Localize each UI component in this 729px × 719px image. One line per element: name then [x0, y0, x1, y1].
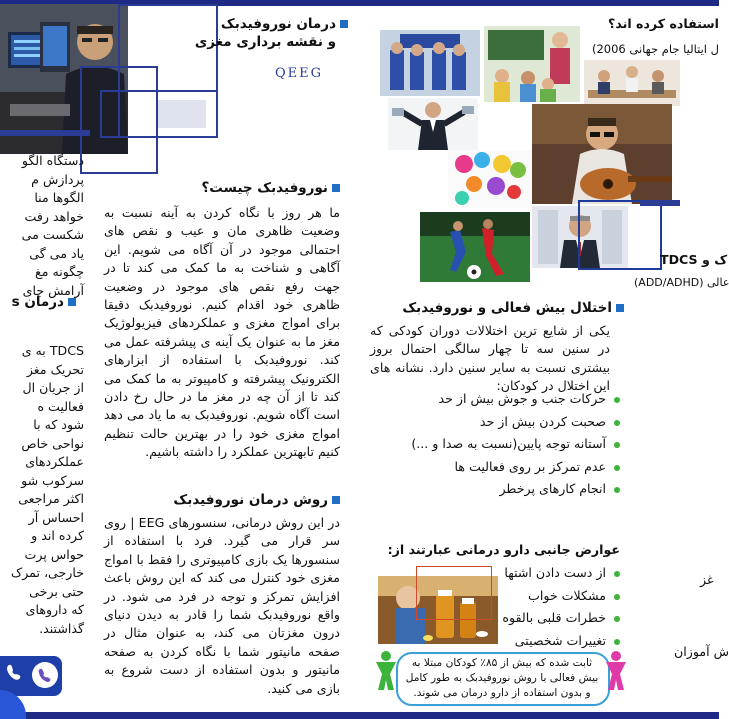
- method-paragraph: در این روش درمانی، سنسورهای EEG | روی سر قرار می گیرد. فرد با استفاده از سنسورها یک بازی کامپیوتری را فقط با امواج مغزی خود کنترل می کند که این روش باعث افزایش تمرکز و توجه در فرد می شود. در واقع نوروفیدبک شما را قادر به دیدن دنیای درون مغزتان می کند، به عنوان مثال در صفحه مانیتور شما با نگاه کردن به صفحه مانیتور و بدون استفاده از دست شروع به بازی می کنید.: [104, 515, 340, 696]
- edge-line: فعالیت ه: [37, 398, 84, 414]
- edge-line: گذاشتند.: [39, 620, 84, 636]
- left-edge-intro: [0, 152, 84, 300]
- edge-line: احساس آر: [28, 509, 84, 525]
- adhd-right-partial: (ADD/ADHD) عالی: [634, 276, 729, 289]
- edge-line: دستگاه الگو: [21, 153, 84, 168]
- heading-line-2: و نقشه برداری مغزی: [194, 34, 336, 50]
- edge-line: خواهد رفت: [24, 208, 84, 224]
- heading-bullet-icon: [332, 496, 340, 504]
- edge-line: که داروهای: [25, 602, 84, 617]
- heading-bullet-icon: [68, 298, 76, 306]
- heading-line-1: درمان نوروفیدبک: [220, 16, 336, 32]
- edge-line: کرده اند و: [31, 528, 84, 543]
- decorative-frame: [416, 566, 492, 620]
- edge-line: شود که با: [33, 417, 84, 432]
- edge-line: نواحی خاص: [21, 435, 84, 451]
- adhd-paragraph: یکی از شایع ترین اختلالات دوران کودکی که در سنین سه تا چهار سالگی احتمال بروز بیشتری نسبت به سایر سنین دارد. نشانه های این اختلال در کودکان:: [370, 323, 610, 394]
- adhd-heading-text: اختلال بیش فعالی و نوروفیدبک: [402, 300, 612, 316]
- decorative-block: [156, 100, 206, 128]
- decorative-bar: [640, 200, 680, 206]
- list-item: خطرات قلبی بالقوه: [470, 607, 620, 630]
- viber-icon[interactable]: [32, 662, 58, 688]
- heading-bullet-icon: [616, 304, 624, 312]
- tdcs-heading-left: [0, 294, 76, 310]
- guitarist-photo: [532, 104, 672, 204]
- phone-icon[interactable]: [4, 662, 26, 684]
- edge-line: حواس پرت: [24, 546, 84, 562]
- whatis-paragraph: ما هر روز با نگاه کردن به آینه نسبت به وضعیت ظاهری مان و عیب و نقص های احتمالی موجود در آن آگاه می شویم. این آگاهی و شناخت به ما کمک می کند تا در جهت رفع نقص های موجود در وضعیت ظاهری خود اقدام کنیم. نوروفیدبک دقیقا برای امواج مغزی و عملکردهای فیزیولوژیک مغز ما به عنوان یک آینه ی پیشرفته عمل می کند. نوروفیدبک با استفاده از ابزارهای الکترونیک پیشرفته و کامپیوتر به ما کمک می کند تا از آن چه در مغز ما در حال رخ دادن است آگاه شویم. نوروفیدبک به ما یاد می دهد امواج مغزی خود را در بهترین حالت تنظیم کنیم تابهترین عملکرد را داشته باشیم.: [104, 205, 340, 460]
- qeeg-subtitle: QEEG: [275, 66, 324, 81]
- whatis-neurofeedback-heading: [201, 180, 340, 196]
- edge-line: الگوها منا: [34, 190, 84, 205]
- edge-line: TDCS به ی: [21, 343, 84, 358]
- meeting-photo: [584, 60, 680, 106]
- football-photo: [420, 212, 530, 282]
- list-item: از دست دادن اشتها: [470, 562, 620, 585]
- right-edge-partial-2: ش آموزان: [674, 644, 729, 659]
- edge-line: از جریان ال: [22, 380, 84, 395]
- edge-line: تحریک مغز: [26, 361, 84, 377]
- kids-balloons-photo: [448, 150, 532, 208]
- italy-worldcup-partial: ل ایتالیا جام جهانی 2006): [591, 42, 719, 56]
- method-heading-text: روش درمان نوروفیدبک: [173, 492, 328, 508]
- symptoms-list: [380, 388, 620, 501]
- edge-line: عملکردهای: [25, 454, 84, 469]
- list-item: تغییرات شخصیتی: [470, 630, 620, 653]
- adhd-heading: [402, 300, 624, 316]
- callout-text: ثابت شده که بیش از ۸۵٪ کودکان مبتلا به بیش فعالی با روش نوروفیدبک به طور کامل و بدون استفاده از دارو درمان می شوند.: [405, 657, 599, 699]
- right-edge-partial-1: غز: [700, 572, 714, 587]
- person-figure-icon: [374, 650, 398, 692]
- classroom-photo: [484, 26, 580, 102]
- person-figure-icon: [604, 650, 628, 692]
- list-item: عدم تمرکز بر روی فعالیت ها: [380, 456, 620, 479]
- edge-line: پردازش م: [31, 171, 84, 187]
- list-item: مشکلات خواب: [470, 585, 620, 608]
- list-item: حرکات جنب و جوش بیش از حد: [380, 388, 620, 411]
- edge-line: سرکوب شو: [21, 472, 84, 488]
- method-heading: [173, 492, 340, 508]
- edge-line: آرامش جای: [22, 282, 84, 298]
- edge-line: چگونه مغ: [35, 264, 84, 279]
- neurofeedback-qeeg-heading: [194, 16, 348, 50]
- heading-bullet-icon: [340, 20, 348, 28]
- whatis-heading-text: نوروفیدبک چیست؟: [201, 180, 328, 196]
- heading-bullet-icon: [332, 184, 340, 192]
- edge-line: شکست می: [21, 227, 84, 242]
- list-item: آستانه توجه پایین(نسبت به صدا و ...): [380, 433, 620, 456]
- decorative-frame: [578, 200, 662, 270]
- edge-line: یاد می گی: [29, 245, 84, 261]
- edge-line: اکثر مراجعی: [18, 491, 84, 506]
- list-item: انجام کارهای پرخطر: [380, 478, 620, 501]
- bottom-band: [0, 712, 719, 719]
- decorative-bar: [0, 130, 90, 136]
- list-item: صحبت کردن بیش از حد: [380, 411, 620, 434]
- businessman-photo: [388, 98, 478, 150]
- famous-users-heading-partial: استفاده کرده اند؟: [608, 16, 719, 31]
- left-edge-tdcs: [0, 342, 84, 638]
- edge-line: حتی برخی: [29, 583, 84, 599]
- edge-line: خارجی، تمرک: [10, 565, 84, 580]
- side-effects-heading: عوارض جانبی دارو درمانی عبارتند از:: [387, 542, 620, 557]
- tdcs-heading-text: درمان s: [11, 294, 64, 310]
- astronauts-photo: [380, 30, 480, 96]
- tdcs-heading-right-partial: TDCS ک و: [660, 252, 728, 267]
